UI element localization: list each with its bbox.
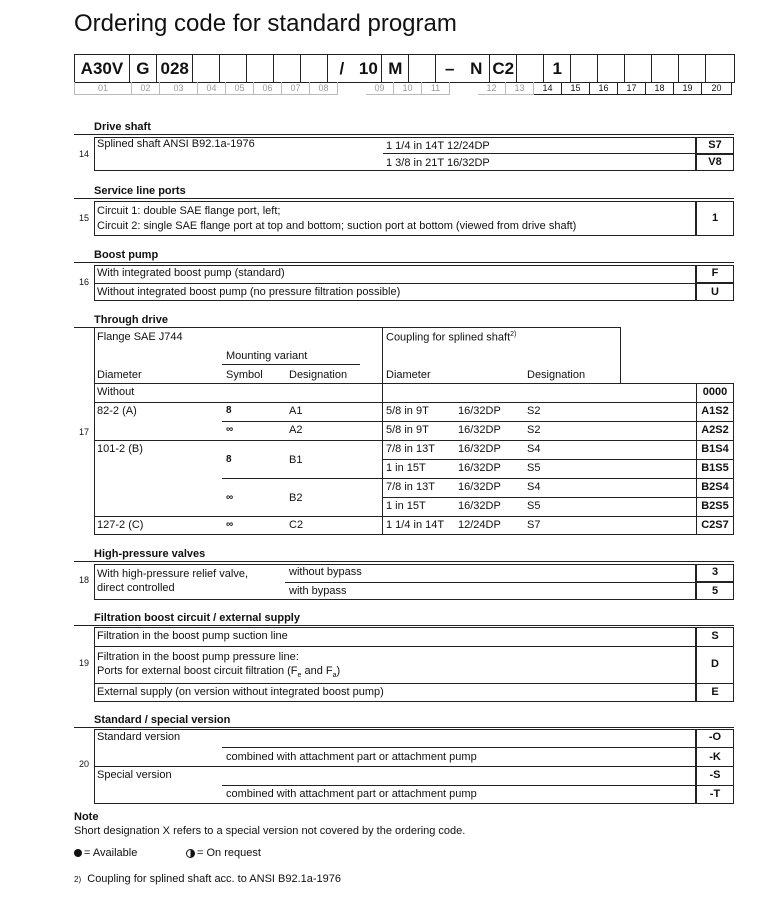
flange-label: Flange SAE J744 — [97, 331, 183, 343]
section-title-filtration: Filtration boost circuit / external supply — [94, 612, 300, 624]
section-rule — [74, 625, 734, 626]
option-code: V8 — [708, 156, 722, 168]
code-cell — [247, 55, 274, 83]
option-code: B1S5 — [701, 462, 729, 474]
flange-size: 127-2 (C) — [97, 519, 144, 531]
section-title-drive-shaft: Drive shaft — [94, 121, 151, 133]
code-cell: N — [463, 55, 490, 83]
divider — [222, 364, 360, 365]
boost-pump-option: With integrated boost pump (standard) — [97, 267, 285, 279]
coupling-diameter: 1 in 15T — [386, 462, 426, 474]
section-rule — [74, 198, 734, 199]
option-code: F — [711, 267, 719, 279]
position-number: 09 — [366, 82, 394, 95]
code-cell — [598, 55, 625, 83]
position-number: 14 — [534, 82, 562, 95]
hp-valves-option: without bypass — [289, 566, 362, 578]
section-title-boost-pump: Boost pump — [94, 249, 159, 261]
position-index: 19 — [78, 658, 89, 668]
col-diameter: Diameter — [97, 369, 142, 381]
position-number: 10 — [394, 82, 422, 95]
coupling-designation: S5 — [527, 462, 541, 474]
legend-on-request: = On request — [186, 847, 261, 859]
position-number: 02 — [132, 82, 160, 95]
position-number: 05 — [226, 82, 254, 95]
symbol-horizontal-icon: ∞ — [226, 492, 234, 503]
designation: B1 — [289, 454, 303, 466]
option-code: B1S4 — [701, 443, 729, 455]
designation: B2 — [289, 492, 303, 504]
symbol-vertical-icon: 8 — [226, 405, 232, 416]
position-gap — [450, 82, 478, 95]
coupling-diameter: 5/8 in 9T — [386, 405, 429, 417]
designation: C2 — [289, 519, 304, 531]
footnote: 2) Coupling for splined shaft acc. to ANSI B92.1a-1976 — [74, 873, 342, 885]
symbol-horizontal-icon: ∞ — [226, 519, 234, 530]
col-coupling-diameter: Diameter — [386, 369, 431, 381]
option-code: B2S4 — [701, 481, 729, 493]
standard-version: Standard version — [97, 731, 181, 743]
combined-option: combined with attachment part or attachment pump — [226, 788, 477, 800]
drive-shaft-spec: 1 1/4 in 14T 12/24DP — [386, 140, 490, 152]
position-number: 07 — [282, 82, 310, 95]
filled-circle-icon — [74, 849, 82, 857]
flange-size: 101-2 (B) — [97, 443, 143, 455]
position-number: 20 — [702, 82, 732, 95]
divider — [222, 785, 696, 786]
drive-shaft-spec: 1 3/8 in 21T 16/32DP — [386, 157, 490, 169]
coupling-dp: 16/32DP — [458, 424, 501, 436]
coupling-diameter: 1 1/4 in 14T — [386, 519, 445, 531]
code-cell — [652, 55, 679, 83]
code-cell — [301, 55, 328, 83]
section-title-through-drive: Through drive — [94, 314, 168, 326]
coupling-designation: S2 — [527, 424, 541, 436]
symbol-vertical-icon: 8 — [226, 454, 232, 465]
position-index: 20 — [78, 759, 89, 769]
filtration-option: Filtration in the boost pump pressure line: — [97, 651, 299, 663]
position-number: 18 — [646, 82, 674, 95]
option-code: E — [711, 686, 719, 698]
divider — [696, 785, 734, 786]
section-rule — [74, 134, 734, 135]
boost-pump-option: Without integrated boost pump (no pressure filtration possible) — [97, 286, 401, 298]
position-number: 17 — [618, 82, 646, 95]
coupling-dp: 16/32DP — [458, 500, 501, 512]
coupling-dp: 16/32DP — [458, 481, 501, 493]
coupling-diameter: 1 in 15T — [386, 500, 426, 512]
divider — [222, 478, 734, 479]
code-cell — [409, 55, 436, 83]
service-ports-line2: Circuit 2: single SAE flange port at top and bottom; suction port at bottom (viewed from drive shaft) — [97, 220, 577, 232]
code-cell — [625, 55, 652, 83]
divider — [94, 534, 734, 535]
code-cell: 1 — [544, 55, 571, 83]
position-number: 08 — [310, 82, 338, 95]
code-cell — [706, 55, 735, 83]
flange-size: 82-2 (A) — [97, 405, 137, 417]
ordering-code-row — [74, 54, 735, 83]
without-label: Without — [97, 386, 135, 398]
col-designation: Designation — [289, 369, 348, 381]
divider — [94, 683, 734, 684]
position-numbers — [74, 82, 735, 95]
section-rule — [74, 262, 734, 263]
position-number: 01 — [75, 82, 132, 95]
option-code: 0000 — [702, 386, 728, 398]
position-index: 15 — [78, 213, 89, 223]
hp-valves-desc: direct controlled — [97, 582, 175, 594]
code-cell — [679, 55, 706, 83]
divider — [696, 383, 734, 384]
half-circle-icon — [186, 849, 195, 858]
symbol-horizontal-icon: ∞ — [226, 424, 234, 435]
code-cell — [517, 55, 544, 83]
divider — [222, 421, 734, 422]
option-code: S — [711, 630, 719, 642]
filtration-option: Filtration in the boost pump suction line — [97, 630, 288, 642]
section-title-version: Standard / special version — [94, 714, 231, 726]
divider — [94, 766, 734, 767]
position-number: 19 — [674, 82, 702, 95]
designation: A1 — [289, 405, 303, 417]
hp-valves-desc: With high-pressure relief valve, — [97, 568, 249, 580]
col-symbol: Symbol — [226, 369, 263, 381]
designation: A2 — [289, 424, 303, 436]
code-cell — [571, 55, 598, 83]
code-cell — [274, 55, 301, 83]
coupling-designation: S4 — [527, 443, 541, 455]
divider — [94, 440, 734, 441]
coupling-dp: 16/32DP — [458, 462, 501, 474]
section-rule — [74, 327, 620, 328]
divider — [383, 153, 696, 154]
combined-option: combined with attachment part or attachment pump — [226, 751, 477, 763]
note-title: Note — [74, 811, 99, 823]
position-number: 11 — [422, 82, 450, 95]
special-version: Special version — [97, 769, 172, 781]
filtration-option: Ports for external boost circuit filtration ($F_e$ and $F_a$) — [97, 665, 341, 680]
section-rule — [74, 727, 734, 728]
section-rule — [74, 561, 734, 562]
option-code: B2S5 — [701, 500, 729, 512]
code-cell: 028 — [157, 55, 194, 83]
table-border — [620, 327, 621, 383]
service-ports-line1: Circuit 1: double SAE flange port, left; — [97, 205, 281, 217]
divider — [222, 747, 696, 748]
coupling-designation: S2 — [527, 405, 541, 417]
col-coupling-designation: Designation — [527, 369, 586, 381]
divider — [94, 383, 696, 384]
code-separator: – — [436, 55, 463, 83]
divider — [382, 459, 734, 460]
position-number: 06 — [254, 82, 282, 95]
position-index: 16 — [78, 277, 89, 287]
option-code: D — [711, 658, 719, 670]
coupling-designation: S4 — [527, 481, 541, 493]
position-index: 14 — [78, 149, 89, 159]
coupling-designation: S7 — [527, 519, 541, 531]
mounting-label: Mounting variant — [226, 350, 308, 362]
code-cell — [193, 55, 220, 83]
option-code: 3 — [711, 566, 719, 578]
section-title-hp-valves: High-pressure valves — [94, 548, 206, 560]
code-cell: M — [382, 55, 409, 83]
position-number: 04 — [198, 82, 226, 95]
drive-shaft-desc: Splined shaft ANSI B92.1a-1976 — [97, 138, 255, 150]
coupling-dp: 16/32DP — [458, 405, 501, 417]
option-code: C2S7 — [701, 519, 729, 531]
code-cell — [220, 55, 247, 83]
coupling-dp: 16/32DP — [458, 443, 501, 455]
filtration-option: External supply (on version without integrated boost pump) — [97, 686, 384, 698]
position-index: 18 — [78, 575, 89, 585]
coupling-diameter: 7/8 in 13T — [386, 481, 435, 493]
code-separator: / — [328, 55, 355, 83]
code-cell: C2 — [490, 55, 517, 83]
divider — [382, 497, 734, 498]
option-code: 1 — [711, 212, 719, 224]
option-code: -T — [709, 788, 721, 800]
option-code: U — [711, 286, 719, 298]
table-border — [382, 327, 383, 534]
coupling-label: Coupling for splined shaft$^{2)}$ — [386, 331, 517, 344]
divider — [94, 402, 734, 403]
option-code: A1S2 — [701, 405, 729, 417]
option-code: -O — [708, 731, 722, 743]
section-title-service-ports: Service line ports — [94, 185, 186, 197]
coupling-diameter: 5/8 in 9T — [386, 424, 429, 436]
coupling-diameter: 7/8 in 13T — [386, 443, 435, 455]
hp-valves-option: with bypass — [289, 585, 347, 597]
divider — [94, 283, 696, 284]
divider — [285, 582, 696, 583]
note-text: Short designation X refers to a special version not covered by the ordering code. — [74, 825, 466, 837]
divider — [94, 646, 734, 647]
legend-available: = Available — [74, 847, 137, 859]
code-cell: G — [130, 55, 157, 83]
option-code: 5 — [711, 585, 719, 597]
position-number: 16 — [590, 82, 618, 95]
position-number: 12 — [478, 82, 506, 95]
option-code: A2S2 — [701, 424, 729, 436]
divider — [696, 747, 734, 748]
position-number: 15 — [562, 82, 590, 95]
position-number: 03 — [160, 82, 198, 95]
code-cell: 10 — [355, 55, 382, 83]
position-gap — [338, 82, 366, 95]
option-code: -S — [709, 769, 721, 781]
position-index: 17 — [78, 427, 89, 437]
coupling-designation: S5 — [527, 500, 541, 512]
option-code: S7 — [708, 139, 722, 151]
option-code: -K — [709, 751, 721, 763]
position-number: 13 — [506, 82, 534, 95]
divider — [94, 516, 734, 517]
code-cell: A30V — [75, 55, 130, 83]
table-border — [94, 327, 95, 534]
page-title: Ordering code for standard program — [74, 10, 457, 37]
coupling-dp: 12/24DP — [458, 519, 501, 531]
